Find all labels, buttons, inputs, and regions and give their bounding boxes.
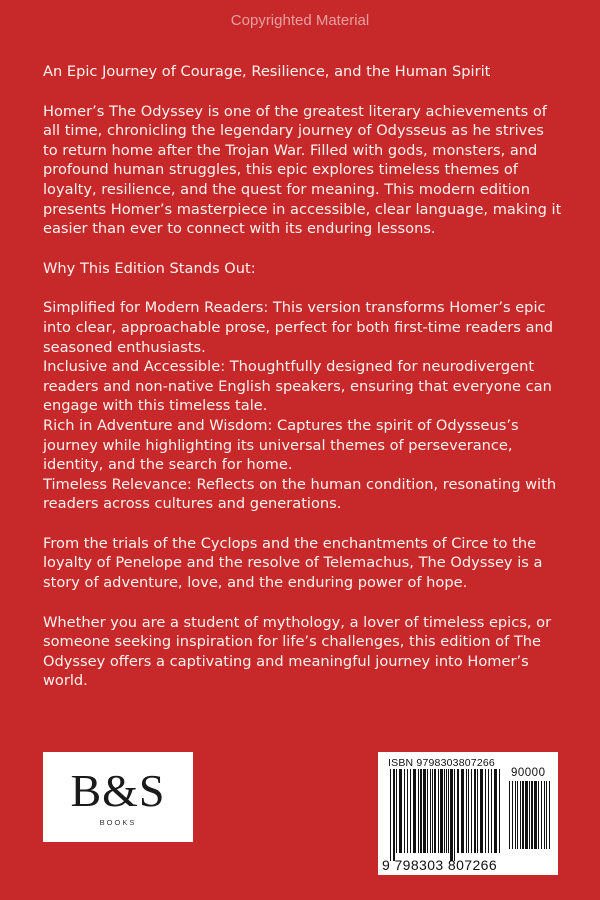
barcode-bar <box>509 781 510 849</box>
isbn-barcode <box>378 752 558 875</box>
publisher-sub: BOOKS <box>99 817 137 827</box>
barcode-bar <box>477 769 478 853</box>
feature-item: Rich in Adventure and Wisdom: Captures the spirit of Odysseus’s journey while highlighting its universal themes of perseverance, identity, and the search for home. <box>43 416 519 474</box>
barcode-bar <box>418 769 419 853</box>
addon-barcode-bars-icon <box>509 781 551 857</box>
barcode-bar <box>413 769 416 853</box>
barcode-bar <box>512 781 513 849</box>
publisher-mark: B&S <box>70 764 166 816</box>
barcode-bar <box>446 769 447 853</box>
barcode-bar <box>444 769 445 853</box>
barcode-bar <box>517 781 518 849</box>
barcode-bar <box>534 781 537 849</box>
barcode-bar <box>440 769 443 853</box>
barcode-bar <box>544 781 545 849</box>
barcode-bar <box>480 769 483 853</box>
barcode-bar <box>448 769 449 853</box>
barcode-bar <box>522 781 524 849</box>
barcode-bar <box>485 769 486 853</box>
feature-item: Inclusive and Accessible: Thoughtfully designed for neurodivergent readers and non-native English speakers, ensuring that everyone can engage with this timeless tale. <box>43 358 552 415</box>
barcode-bar <box>474 769 476 853</box>
intro-paragraph: Homer’s The Odyssey is one of the greatest literary achievements of all time, chronicling the legendary journey of Odysseus as he strives to return home after the Trojan War. Filled with gods, monsters, and profound human struggles, this epic explores timeless themes of loyalty, resilience, and the quest for meaning. This modern edition presents Homer’s masterpiece in accessible, clear language, making it easier than ever to connect with its enduring lessons. <box>43 102 562 238</box>
barcode-bar <box>538 781 539 849</box>
barcode-bar <box>466 769 467 853</box>
feature-item: Timeless Relevance: Reflects on the human condition, resonating with readers across cultures and generations. <box>43 475 557 513</box>
barcode-bar <box>471 769 472 853</box>
barcode-bar <box>438 769 439 853</box>
back-cover-text <box>43 62 563 691</box>
barcode-bar <box>434 769 436 853</box>
barcode-bar <box>515 781 516 849</box>
barcode-bar <box>541 781 542 849</box>
barcode-bar <box>396 769 397 853</box>
barcode-bar <box>430 769 431 853</box>
barcode-bar <box>525 781 528 849</box>
closing-paragraph-1: From the trials of the Cyclops and the enchantments of Circe to the loyalty of Penelope and the resolve of Telemachus, The Odyssey is a story of adventure, love, and the enduring power of hope. <box>43 534 543 592</box>
barcode-bar <box>423 769 426 853</box>
why-heading: Why This Edition Stands Out: <box>43 259 256 277</box>
barcode-bar <box>491 769 492 853</box>
publisher-logo <box>43 752 193 842</box>
barcode-bar <box>404 769 405 853</box>
barcode-bar <box>546 781 547 849</box>
barcode-bar <box>520 781 521 849</box>
barcode-bar <box>399 769 402 853</box>
closing-paragraph-2: Whether you are a student of mythology, a lover of timeless epics, or someone seeking inspiration for life’s challenges, this edition of The Odyssey offers a captivating and meaningful journey into Homer’s world. <box>43 613 552 690</box>
isbn-label: ISBN 9798303807266 <box>388 757 495 769</box>
barcode-bar <box>432 769 433 853</box>
barcode-bar <box>407 769 408 853</box>
feature-item: Simplified for Modern Readers: This version transforms Homer’s epic into clear, approachable prose, perfect for both first-time readers and seasoned enthusiasts. <box>43 299 553 356</box>
barcode-bar <box>457 769 459 853</box>
isbn-digits: 9 798303 807266 <box>382 857 497 873</box>
barcode-bars-icon <box>390 769 502 861</box>
tagline: An Epic Journey of Courage, Resilience, and the Human Spirit <box>43 63 491 80</box>
feature-list <box>43 298 563 514</box>
barcode-bar <box>410 769 411 853</box>
barcode-bar <box>427 769 428 853</box>
barcode-bar <box>393 769 395 861</box>
barcode-bar <box>549 781 550 849</box>
barcode-bar <box>488 769 489 853</box>
barcode-bar <box>531 781 533 849</box>
barcode-bar <box>450 769 453 861</box>
barcode-bar <box>499 769 500 853</box>
barcode-bar <box>390 769 391 861</box>
price-code: 90000 <box>511 767 546 779</box>
barcode-bar <box>461 769 464 853</box>
barcode-bar <box>454 769 455 861</box>
barcode-bar <box>420 769 422 853</box>
copyright-watermark: Copyrighted Material <box>230 12 370 29</box>
barcode-bar <box>494 769 497 853</box>
barcode-bar <box>468 769 469 853</box>
barcode-bar <box>529 781 530 849</box>
